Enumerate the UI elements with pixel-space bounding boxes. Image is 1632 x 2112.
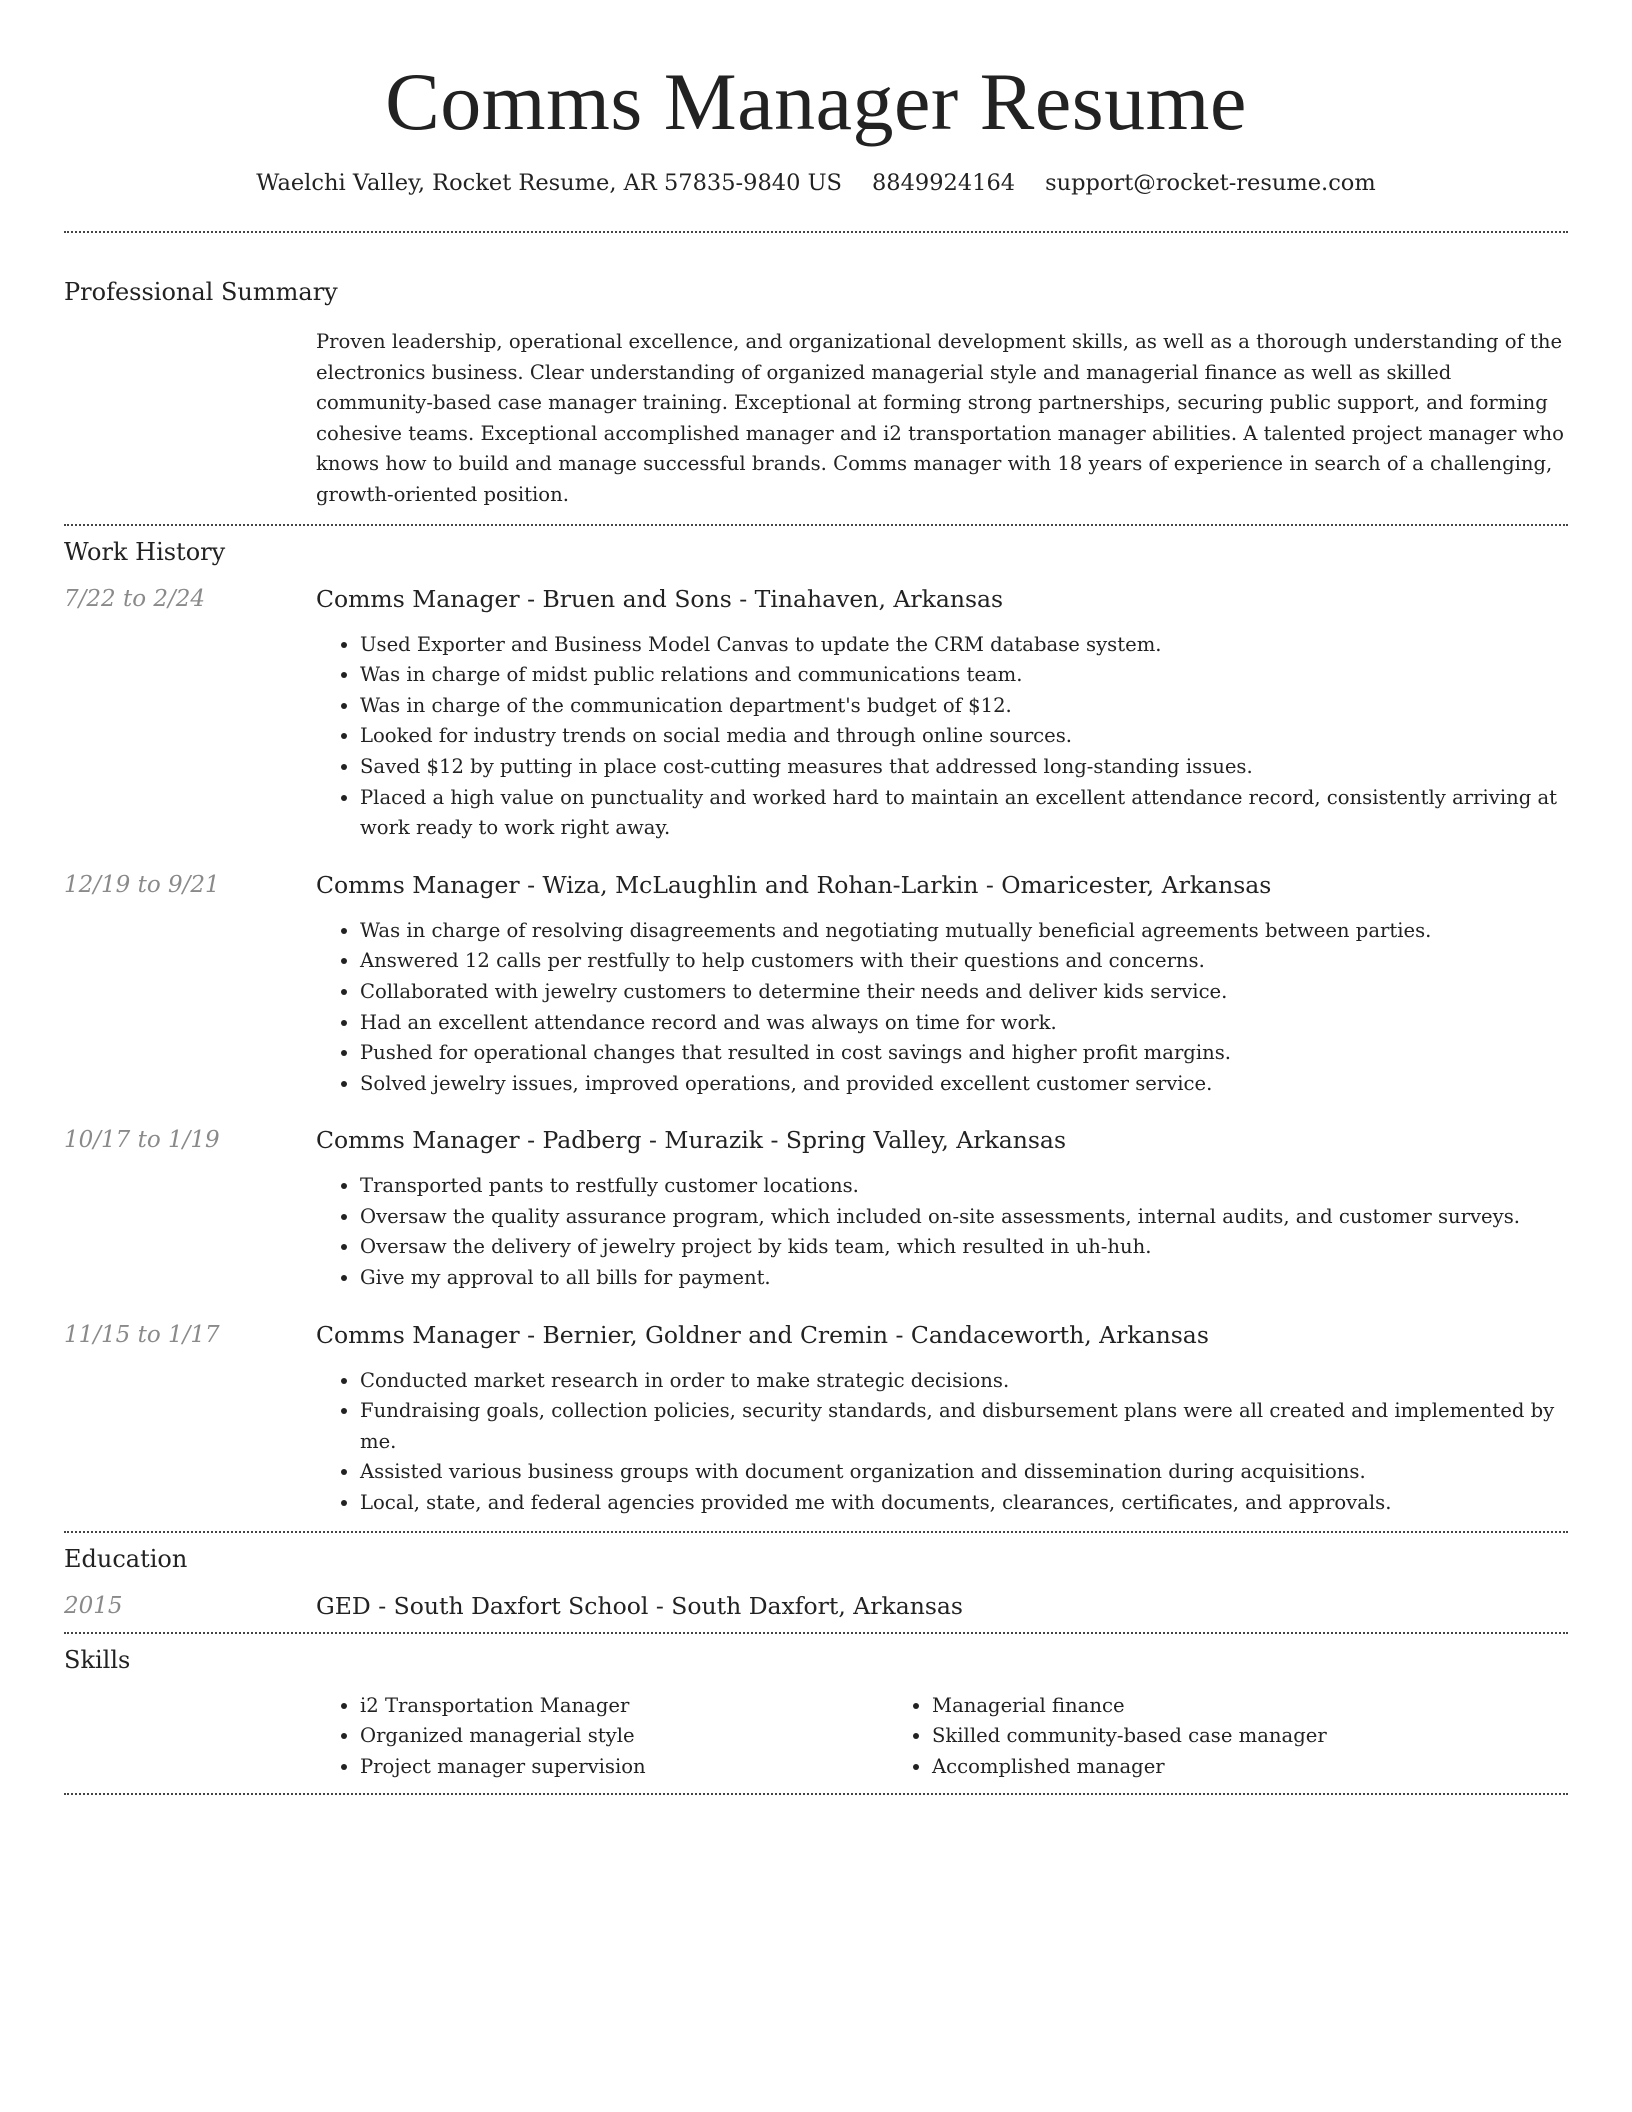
- list-item: • Organized managerial style: [360, 1721, 888, 1752]
- list-item: • Accomplished manager: [932, 1752, 1460, 1783]
- job-bullets: [316, 630, 1568, 844]
- job-bullets: [316, 916, 1568, 1100]
- education-title: GED - South Daxfort School - South Daxfort, Arkansas: [316, 1591, 963, 1620]
- education-body: [316, 1591, 1568, 1621]
- list-item: • Project manager supervision: [360, 1752, 888, 1783]
- job-entry: [64, 1320, 1568, 1531]
- list-item: • Oversaw the delivery of jewelry project by kids team, which resulted in uh-huh.: [360, 1232, 1568, 1263]
- job-date: 7/22 to 2/24: [64, 585, 206, 612]
- job-bullets: [316, 1366, 1568, 1519]
- address-text: Waelchi Valley, Rocket Resume, AR 57835-9840 US: [256, 170, 842, 196]
- list-item: • Was in charge of resolving disagreements and negotiating mutually beneficial agreements between parties.: [360, 916, 1568, 947]
- list-item: • Solved jewelry issues, improved operations, and provided excellent customer service.: [360, 1069, 1568, 1100]
- phone-text: 8849924164: [871, 170, 1016, 196]
- list-item: • Was in charge of midst public relations and communications team.: [360, 660, 1568, 691]
- divider: [64, 1793, 1568, 1795]
- skills-list: [316, 1691, 1568, 1783]
- job-title: Comms Manager - Bruen and Sons - Tinahaven, Arkansas: [316, 584, 1004, 613]
- list-item: • Looked for industry trends on social media and through online sources.: [360, 721, 1568, 752]
- list-item: • Conducted market research in order to make strategic decisions.: [360, 1366, 1568, 1397]
- list-item: • Transported pants to restfully customer locations.: [360, 1171, 1568, 1202]
- list-item: • Assisted various business groups with document organization and dissemination during acquisitions.: [360, 1457, 1568, 1488]
- job-body: [316, 870, 1568, 1100]
- list-item: • Collaborated with jewelry customers to determine their needs and deliver kids service.: [360, 977, 1568, 1008]
- job-entry: [64, 584, 1568, 844]
- list-item: • Placed a high value on punctuality and worked hard to maintain an excellent attendance record, consistently arriving at work ready to work right away.: [360, 783, 1568, 844]
- summary-heading: Professional Summary: [64, 278, 338, 306]
- job-title: Comms Manager - Padberg - Murazik - Spring Valley, Arkansas: [316, 1126, 1067, 1155]
- summary-text: Proven leadership, operational excellence, and organizational development skills, as well as a thorough understanding of the electronics business. Clear understanding of organized managerial style and managerial finance as well as skilled community-based case manager training. Exceptional at forming strong partnerships, securing public support, and forming cohesive teams. Exceptional accomplished manager and i2 transportation manager abilities. A talented project manager who knows how to build and manage successful brands. Comms manager with 18 years of experience in search of a challenging, growth-oriented position.: [316, 330, 1564, 506]
- job-title: Comms Manager - Wiza, McLaughlin and Rohan-Larkin - Omaricester, Arkansas: [316, 870, 1272, 899]
- job-body: [316, 1125, 1568, 1293]
- divider: [64, 1632, 1568, 1634]
- work-history-heading: Work History: [64, 537, 226, 566]
- list-item: • Managerial finance: [932, 1691, 1460, 1722]
- contact-line: [64, 168, 1568, 198]
- list-item: • Oversaw the quality assurance program, which included on-site assessments, internal audits, and customer surveys.: [360, 1202, 1568, 1233]
- list-item: • Answered 12 calls per restfully to help customers with their questions and concerns.: [360, 946, 1568, 977]
- job-date: 12/19 to 9/21: [64, 871, 220, 898]
- job-body: [316, 584, 1568, 844]
- list-item: • i2 Transportation Manager: [360, 1691, 888, 1722]
- list-item: • Was in charge of the communication department's budget of $12.: [360, 691, 1568, 722]
- divider: [64, 231, 1568, 233]
- job-title: Comms Manager - Bernier, Goldner and Cremin - Candaceworth, Arkansas: [316, 1320, 1209, 1349]
- skills-heading: Skills: [64, 1645, 131, 1674]
- job-date: 11/15 to 1/17: [64, 1321, 220, 1348]
- education-date: 2015: [64, 1592, 123, 1619]
- list-item: • Used Exporter and Business Model Canvas to update the CRM database system.: [360, 630, 1568, 661]
- job-entry: [64, 1125, 1568, 1293]
- divider: [64, 524, 1568, 526]
- list-item: • Give my approval to all bills for payment.: [360, 1263, 1568, 1294]
- job-bullets: [316, 1171, 1568, 1293]
- job-body: [316, 1320, 1568, 1531]
- list-item: • Pushed for operational changes that resulted in cost savings and higher profit margins.: [360, 1038, 1568, 1069]
- list-item: • Skilled community-based case manager: [932, 1721, 1460, 1752]
- job-date: 10/17 to 1/19: [64, 1127, 220, 1154]
- email-link[interactable]: support@rocket-resume.com: [1045, 170, 1376, 196]
- divider: [64, 1531, 1568, 1533]
- list-item: • Saved $12 by putting in place cost-cutting measures that addressed long-standing issues.: [360, 752, 1568, 783]
- education-entry: [64, 1591, 1568, 1621]
- page-title: Comms Manager Resume: [385, 56, 1247, 147]
- job-entry: [64, 870, 1568, 1100]
- list-item: • Had an excellent attendance record and was always on time for work.: [360, 1008, 1568, 1039]
- education-heading: Education: [64, 1544, 188, 1573]
- list-item: • Local, state, and federal agencies provided me with documents, clearances, certificates, and approvals.: [360, 1488, 1568, 1519]
- list-item: • Fundraising goals, collection policies, security standards, and disbursement plans were all created and implemented by me.: [360, 1396, 1568, 1457]
- skills-column-left: [316, 1691, 888, 1783]
- skills-column-right: [888, 1691, 1460, 1783]
